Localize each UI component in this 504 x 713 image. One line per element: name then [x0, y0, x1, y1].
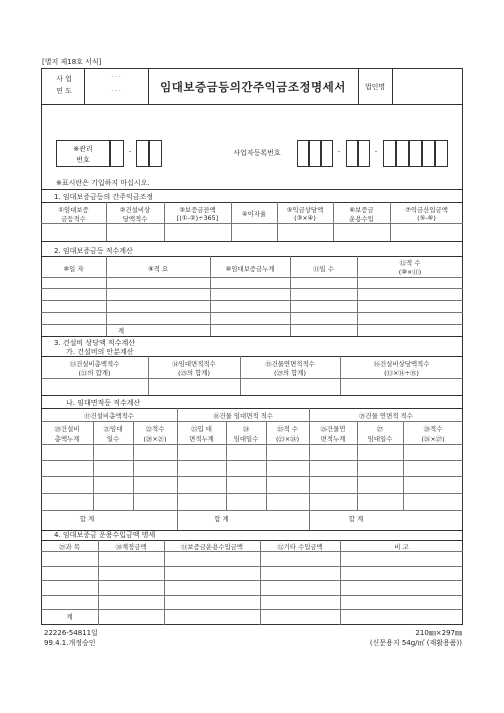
section3-title: 3. 건설비 상당액 적수계산	[54, 339, 135, 347]
s3a-col-1: ⑬건설비총액적수	[69, 360, 120, 368]
s4-col-remarks: 비 고	[394, 543, 409, 551]
s3a-col-1-sub: (㉑의 합계)	[78, 369, 111, 377]
divider	[41, 408, 463, 409]
s1-col-3: ③보증금잔액	[179, 206, 216, 214]
section2-title: 2. 임대보증금등 적수계산	[54, 247, 133, 255]
table-row	[41, 444, 463, 445]
s4-total-label: 계	[66, 613, 73, 621]
col-divider	[98, 540, 99, 625]
s3b-col-9: ㉘적수	[423, 425, 443, 433]
mgmt-no-label: ※관리	[73, 145, 93, 153]
paper-type: (신문용지 54g/㎡ (재활용품))	[369, 639, 462, 647]
divider	[41, 356, 463, 357]
s3b-col-2-sub: 일수	[106, 435, 120, 443]
form-id: [별지 제18호 서식]	[42, 58, 102, 66]
divider	[41, 256, 463, 257]
s3b-col-4: ㉓입 대	[191, 425, 212, 433]
s3b-total-1: 합 계	[79, 515, 95, 523]
section1-title: 1. 임대보증금등의 간주익금조정	[54, 193, 154, 201]
s1-col-6: ⑥보증금	[349, 206, 374, 214]
biz-reg-digit[interactable]	[383, 140, 396, 167]
s3b-group-3: ⑲건물 연면적 적수	[359, 412, 413, 420]
s1-col-5-sub: (③×④)	[294, 214, 316, 222]
s3b-group-2: ⑱건물 임대면적 적수	[213, 412, 273, 420]
table-row	[41, 300, 463, 301]
s3a-col-3-sub: (㉙의 합계)	[274, 369, 306, 377]
s3b-col-7-sub: 면적누계	[320, 435, 346, 443]
s3b-total-2: 합 계	[214, 515, 229, 523]
section4-title: 4. 임대보증금 운용수입금액 명세	[54, 531, 156, 539]
s3b-col-3: ㉒적수	[145, 425, 165, 433]
s3b-col-6-sub: (㉓×㉔)	[275, 435, 300, 443]
section3-sub-a: 가. 건설비의 안분계산	[66, 348, 134, 356]
divider	[392, 68, 393, 104]
biz-reg-digit[interactable]	[435, 140, 448, 167]
table-row	[41, 566, 463, 567]
divider	[41, 104, 463, 105]
biz-reg-digit[interactable]	[297, 140, 309, 167]
biz-reg-digit[interactable]	[346, 140, 358, 167]
col-divider	[340, 540, 341, 625]
note: ※표시란은 기입하지 마십시오.	[56, 179, 150, 187]
col-divider	[260, 540, 261, 625]
year-end[interactable]: · · ·	[111, 88, 121, 95]
mgmt-no-digit[interactable]	[136, 140, 149, 167]
s3b-col-6: ㉕적 수	[277, 425, 298, 433]
mgmt-no-digit[interactable]	[149, 140, 162, 167]
table-row	[41, 476, 463, 477]
divider	[41, 540, 463, 541]
page-title: 임대보증금등의간주익금조정명세서	[160, 80, 346, 94]
divider	[41, 241, 463, 242]
divider	[41, 395, 463, 396]
business-year-label-2: 연 도	[56, 87, 72, 95]
s3b-col-5-sub: 임대일수	[233, 435, 259, 443]
s1-col-7: ⑦익금산입금액	[405, 206, 448, 214]
divider	[41, 378, 463, 379]
s1-col-2: ②건설비상	[119, 206, 151, 214]
s3a-col-4-sub: (⑬×⑭÷⑮)	[384, 369, 419, 377]
s3a-col-2-sub: (㉕의 합계)	[178, 369, 210, 377]
dash: -	[337, 148, 341, 156]
s1-col-6-sub: 운용수입	[349, 215, 374, 223]
table-row	[41, 493, 463, 494]
s4-col-account: ㉚계정금액	[115, 543, 147, 551]
approval-date: 99.4.1.개정승인	[44, 639, 96, 647]
table-row	[41, 595, 463, 596]
table-row	[41, 460, 463, 461]
s1-col-5: ⑤익금상당액	[286, 206, 324, 214]
col-divider	[231, 202, 232, 241]
biz-reg-digit[interactable]	[422, 140, 435, 167]
divider	[84, 68, 85, 104]
s3a-col-4: ⑯건설비상당액적수	[373, 360, 430, 368]
corp-name-field[interactable]	[394, 70, 461, 102]
table-row	[41, 288, 463, 289]
s2-total-label: 계	[117, 327, 125, 335]
divider	[41, 202, 463, 203]
table-row	[41, 551, 463, 552]
s3b-col-7: ㉖건물연	[320, 425, 346, 433]
dash: -	[128, 148, 132, 156]
table-row	[41, 580, 463, 581]
s3b-col-8: ㉗	[376, 425, 384, 433]
s3b-group-1: ⑰건설비총액적수	[84, 412, 134, 420]
s3b-col-5: ㉔	[242, 425, 250, 433]
s3b-col-9-sub: (㉖×㉗)	[421, 435, 445, 443]
s4-col-other-income: ㉜기타 수입금액	[277, 543, 323, 551]
biz-reg-digit[interactable]	[396, 140, 409, 167]
table-row	[41, 324, 463, 325]
business-year-label: 사 업	[56, 75, 72, 83]
s2-col-date: ⑧일 자	[63, 265, 84, 273]
dash: -	[374, 148, 378, 156]
corp-name-label: 법인명	[364, 83, 386, 91]
s3b-col-3-sub: (⑳×㉑)	[143, 435, 167, 443]
s3b-col-2: ㉑임대	[103, 425, 123, 433]
s1-col-3-sub: [(①-②)÷365]	[176, 214, 219, 222]
s4-col-deposit-income: ㉛보증금운용수입금액	[181, 543, 243, 551]
s3b-col-1-sub: 총액누계	[54, 435, 80, 443]
s2-col-deposit-total: ⑩임대보증금누계	[225, 265, 275, 273]
s3a-col-2: ⑭임대면적적수	[172, 360, 216, 368]
s3b-col-4-sub: 면적누계	[189, 435, 214, 443]
divider	[41, 421, 463, 422]
s3b-col-8-sub: 임대일수	[367, 435, 393, 443]
table-row	[41, 609, 463, 610]
divider	[41, 223, 463, 224]
s1-col-2-sub: 당액적수	[122, 215, 148, 223]
s4-col-subject: ㉙과 목	[59, 543, 80, 551]
mgmt-no-digit[interactable]	[110, 140, 124, 167]
biz-reg-digit[interactable]	[358, 140, 370, 167]
table-row	[41, 510, 463, 511]
section3-sub-b: 나. 임대면적등 적수계산	[66, 399, 141, 407]
s1-col-1-sub: 금등적수	[61, 215, 86, 223]
divider	[41, 336, 463, 337]
s1-col-4: ④이자율	[241, 210, 267, 218]
year-start[interactable]: · · ·	[111, 74, 121, 81]
s2-col-days: ⑪일 수	[313, 265, 334, 273]
s1-col-1: ①임대보증	[58, 206, 89, 214]
s2-col-product-sub: (⑩×⑪)	[398, 268, 422, 276]
s2-col-product: ⑫적 수	[399, 259, 421, 267]
s3a-col-3: ⑮건물연면적적수	[265, 360, 315, 368]
mgmt-no-label-2: 번호	[76, 156, 90, 164]
s3b-total-3: 합 계	[348, 515, 364, 523]
biz-reg-label: 사업자등록번호	[233, 149, 281, 157]
table-row	[41, 277, 463, 278]
biz-reg-digit[interactable]	[321, 140, 333, 167]
s2-col-summary: ⑨적 요	[147, 265, 169, 273]
form-code: 22226-54811일	[44, 629, 98, 637]
divider	[41, 189, 463, 190]
s1-col-7-sub: (⑤-⑥)	[417, 214, 436, 222]
table-row	[41, 312, 463, 313]
col-divider	[164, 540, 165, 625]
paper-size: 210㎜×297㎜	[415, 629, 462, 637]
biz-reg-digit[interactable]	[309, 140, 321, 167]
s3b-col-1: ⑳건설비	[54, 425, 80, 433]
biz-reg-digit[interactable]	[409, 140, 422, 167]
